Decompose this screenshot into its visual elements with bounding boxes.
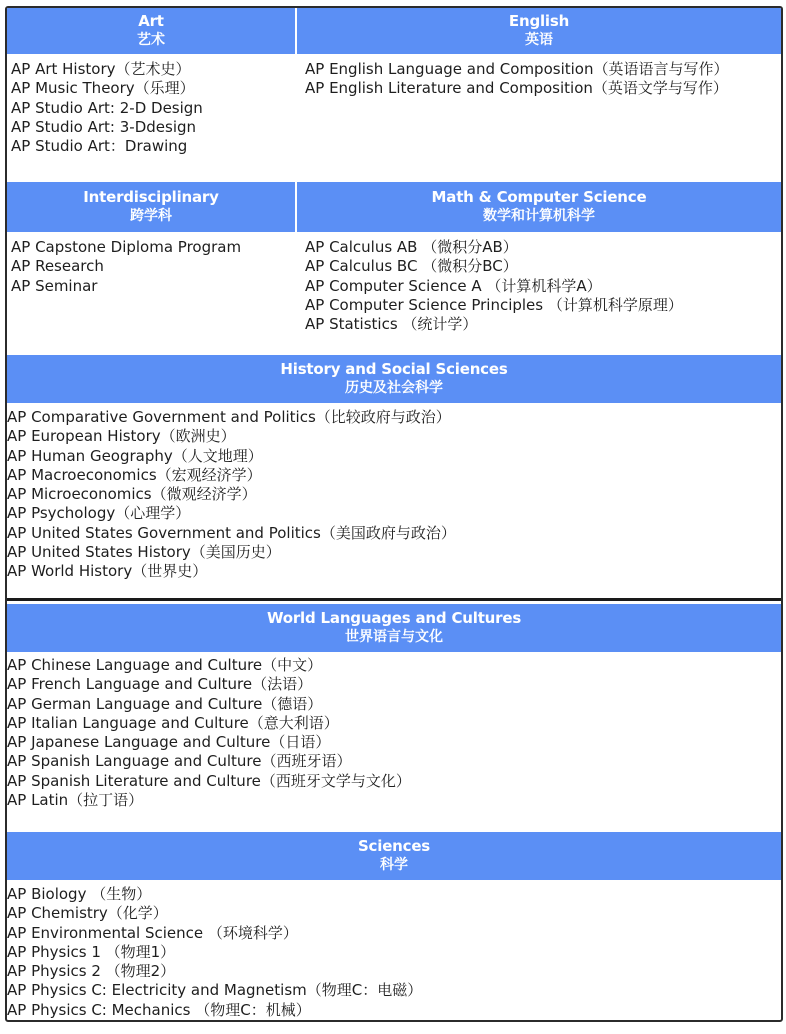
english-course-list <box>305 60 728 99</box>
section-divider <box>7 598 781 601</box>
list-item: AP Environmental Science （环境科学） <box>7 923 298 942</box>
list-item: AP Macroeconomics（宏观经济学） <box>7 465 262 484</box>
list-item: AP Japanese Language and Culture（日语） <box>7 733 331 752</box>
list-item: AP Italian Language and Culture（意大利语） <box>7 713 339 732</box>
interdisciplinary-title-en: Interdisciplinary <box>83 188 219 206</box>
list-item: AP Music Theory（乐理） <box>11 79 195 98</box>
list-item: AP Capstone Diploma Program <box>11 238 242 256</box>
languages-course-list <box>7 656 411 810</box>
sciences-title-en: Sciences <box>357 837 431 855</box>
list-item: AP Studio Art: 2-D Design <box>11 98 203 117</box>
list-item: AP Art History（艺术史） <box>11 60 191 78</box>
list-item: AP Computer Science A （计算机科学A） <box>305 276 602 295</box>
interdisciplinary-title-zh: 跨学科 <box>130 208 172 224</box>
languages-title-zh: 世界语言与文化 <box>345 629 443 645</box>
history-title-en: History and Social Sciences <box>280 360 508 378</box>
list-item: AP Computer Science Principles （计算机科学原理） <box>305 295 683 314</box>
list-item: AP European History（欧洲史） <box>7 427 236 446</box>
english-header <box>297 8 781 54</box>
list-item: AP Physics 1 （物理1） <box>7 942 176 961</box>
art-title-zh: 艺术 <box>137 32 165 48</box>
list-item: AP Chinese Language and Culture（中文） <box>7 656 323 674</box>
list-item: AP Calculus AB （微积分AB） <box>305 238 518 256</box>
list-item: AP German Language and Culture（德语） <box>7 694 323 713</box>
list-item: AP Studio Art：Drawing <box>11 137 188 156</box>
sciences-header <box>7 832 781 880</box>
list-item: AP Chemistry（化学） <box>7 904 168 923</box>
list-item: AP World History（世界史） <box>7 562 208 581</box>
list-item: AP Biology （生物） <box>7 885 152 903</box>
english-title-en: English <box>508 12 570 30</box>
art-title-en: Art <box>138 12 164 30</box>
languages-header <box>7 604 781 652</box>
math-cs-course-list <box>305 238 683 334</box>
list-item: AP Seminar <box>11 276 98 295</box>
list-item: AP Statistics （统计学） <box>305 315 478 334</box>
math-cs-title-en: Math & Computer Science <box>431 188 647 206</box>
sciences-course-list <box>7 885 422 1020</box>
list-item: AP Comparative Government and Politics（比较政府与政治） <box>7 408 451 426</box>
art-header <box>7 8 295 54</box>
history-header <box>7 355 781 403</box>
languages-title-en: World Languages and Cultures <box>266 609 522 627</box>
list-item: AP Calculus BC （微积分BC） <box>305 257 518 276</box>
list-item: AP Psychology（心理学） <box>7 504 191 523</box>
math-cs-header <box>297 182 781 232</box>
list-item: AP United States Government and Politics（美国政府与政治） <box>7 523 456 542</box>
list-item: AP Microeconomics（微观经济学） <box>7 485 257 504</box>
list-item: AP French Language and Culture（法语） <box>7 675 313 694</box>
history-course-list <box>7 408 456 582</box>
list-item: AP English Literature and Composition（英语文学与写作） <box>305 79 728 98</box>
math-cs-title-zh: 数学和计算机科学 <box>483 208 595 224</box>
list-item: AP English Language and Composition（英语语言与写作） <box>305 60 729 78</box>
list-item: AP United States History（美国历史） <box>7 543 281 562</box>
list-item: AP Spanish Literature and Culture（西班牙文学与文化） <box>7 771 411 790</box>
list-item: AP Physics C: Electricity and Magnetism（物理C：电磁） <box>7 981 423 1000</box>
list-item: AP Studio Art: 3-Ddesign <box>11 117 197 136</box>
list-item: AP Physics C: Mechanics （物理C：机械） <box>7 1000 311 1019</box>
interdisciplinary-header <box>7 182 295 232</box>
history-title-zh: 历史及社会科学 <box>345 380 443 396</box>
interdisciplinary-course-list <box>11 238 241 296</box>
art-course-list <box>11 60 203 156</box>
ap-courses-table <box>5 6 783 1022</box>
sciences-title-zh: 科学 <box>380 857 408 873</box>
list-item: AP Research <box>11 257 104 276</box>
english-title-zh: 英语 <box>525 32 553 48</box>
list-item: AP Physics 2 （物理2） <box>7 962 176 981</box>
list-item: AP Spanish Language and Culture（西班牙语） <box>7 752 352 771</box>
list-item: AP Human Geography（人文地理） <box>7 446 263 465</box>
list-item: AP Latin（拉丁语） <box>7 791 144 810</box>
